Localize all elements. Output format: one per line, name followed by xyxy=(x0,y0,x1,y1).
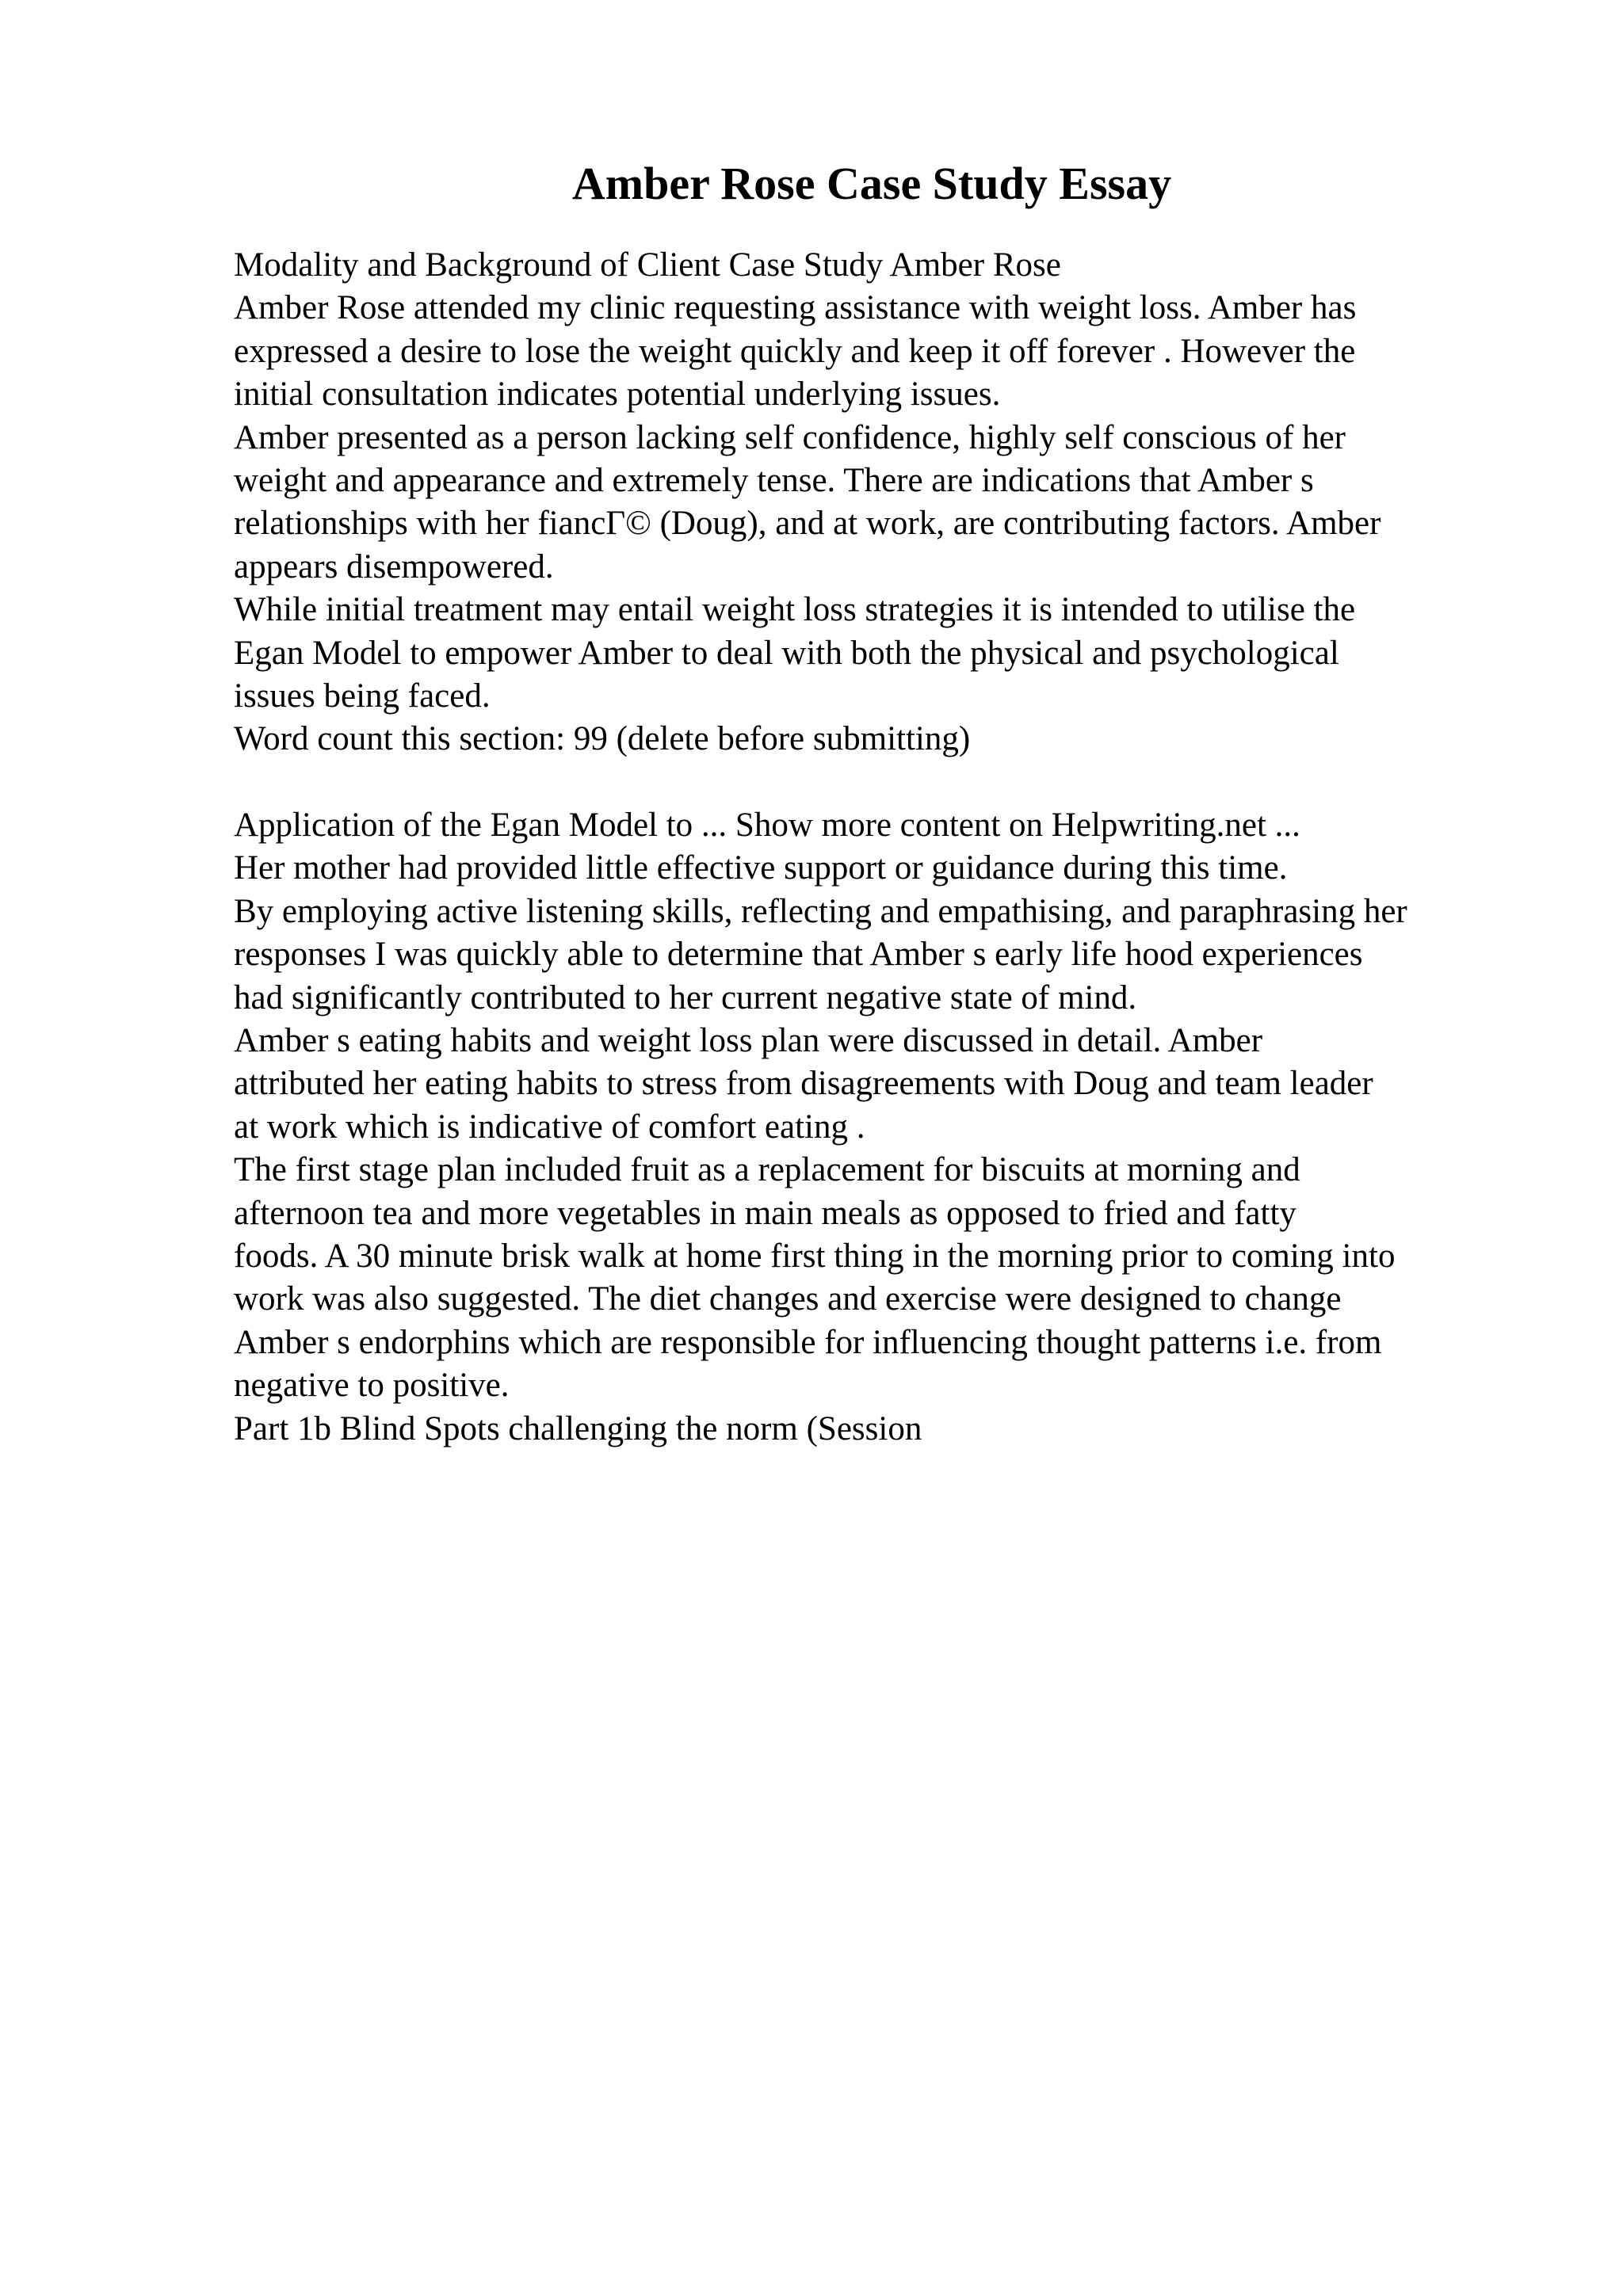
word-count-note: Word count this section: 99 (delete before submitting) xyxy=(234,720,971,758)
text-line: Her mother had provided little effective support or guidance during this time. xyxy=(234,849,1288,887)
text-line: relationships with her fiancГ© (Doug), and at work, are contributing factors. Amber xyxy=(234,505,1381,543)
text-line: Amber Rose attended my clinic requesting assistance with weight loss. Amber has xyxy=(234,289,1357,327)
text-line: Amber presented as a person lacking self confidence, highly self conscious of her xyxy=(234,418,1346,456)
text-line: responses I was quickly able to determine that Amber s early life hood experiences xyxy=(234,936,1363,974)
text-line: While initial treatment may entail weight loss strategies it is intended to utilise the xyxy=(234,591,1356,629)
text-line: attributed her eating habits to stress from disagreements with Doug and team leader xyxy=(234,1065,1373,1103)
text-line: initial consultation indicates potential underlying issues. xyxy=(234,376,1001,414)
text-line: Amber s endorphins which are responsible for influencing thought patterns i.e. from xyxy=(234,1323,1382,1361)
text-line: Modality and Background of Client Case Study Amber Rose xyxy=(234,246,1061,284)
text-line: The first stage plan included fruit as a replacement for biscuits at morning and xyxy=(234,1151,1300,1189)
text-line: weight and appearance and extremely tense. There are indications that Amber s xyxy=(234,461,1314,499)
text-line: negative to positive. xyxy=(234,1367,510,1405)
text-line: Egan Model to empower Amber to deal with both the physical and psychological xyxy=(234,634,1339,672)
text-line: at work which is indicative of comfort eating . xyxy=(234,1108,865,1146)
essay-body xyxy=(234,244,1581,1451)
page-title: Amber Rose Case Study Essay xyxy=(571,158,1172,209)
text-line: afternoon tea and more vegetables in main meals as opposed to fried and fatty xyxy=(234,1194,1296,1232)
text-line: appears disempowered. xyxy=(234,547,554,585)
section-heading: Part 1b Blind Spots challenging the norm (Session xyxy=(234,1409,922,1447)
text-line: foods. A 30 minute brisk walk at home first thing in the morning prior to coming into xyxy=(234,1237,1396,1275)
text-line: By employing active listening skills, reflecting and empathising, and paraphrasing her xyxy=(234,892,1407,930)
text-line: expressed a desire to lose the weight quickly and keep it off forever . However the xyxy=(234,332,1356,370)
text-line: Application of the Egan Model to ... Show more content on Helpwriting.net ... xyxy=(234,807,1300,845)
text-line: Amber s eating habits and weight loss plan were discussed in detail. Amber xyxy=(234,1022,1263,1060)
text-line: work was also suggested. The diet changes and exercise were designed to change xyxy=(234,1280,1342,1318)
paragraph-gap xyxy=(234,761,1581,804)
text-line: issues being faced. xyxy=(234,677,491,715)
text-line: had significantly contributed to her current negative state of mind. xyxy=(234,978,1137,1016)
